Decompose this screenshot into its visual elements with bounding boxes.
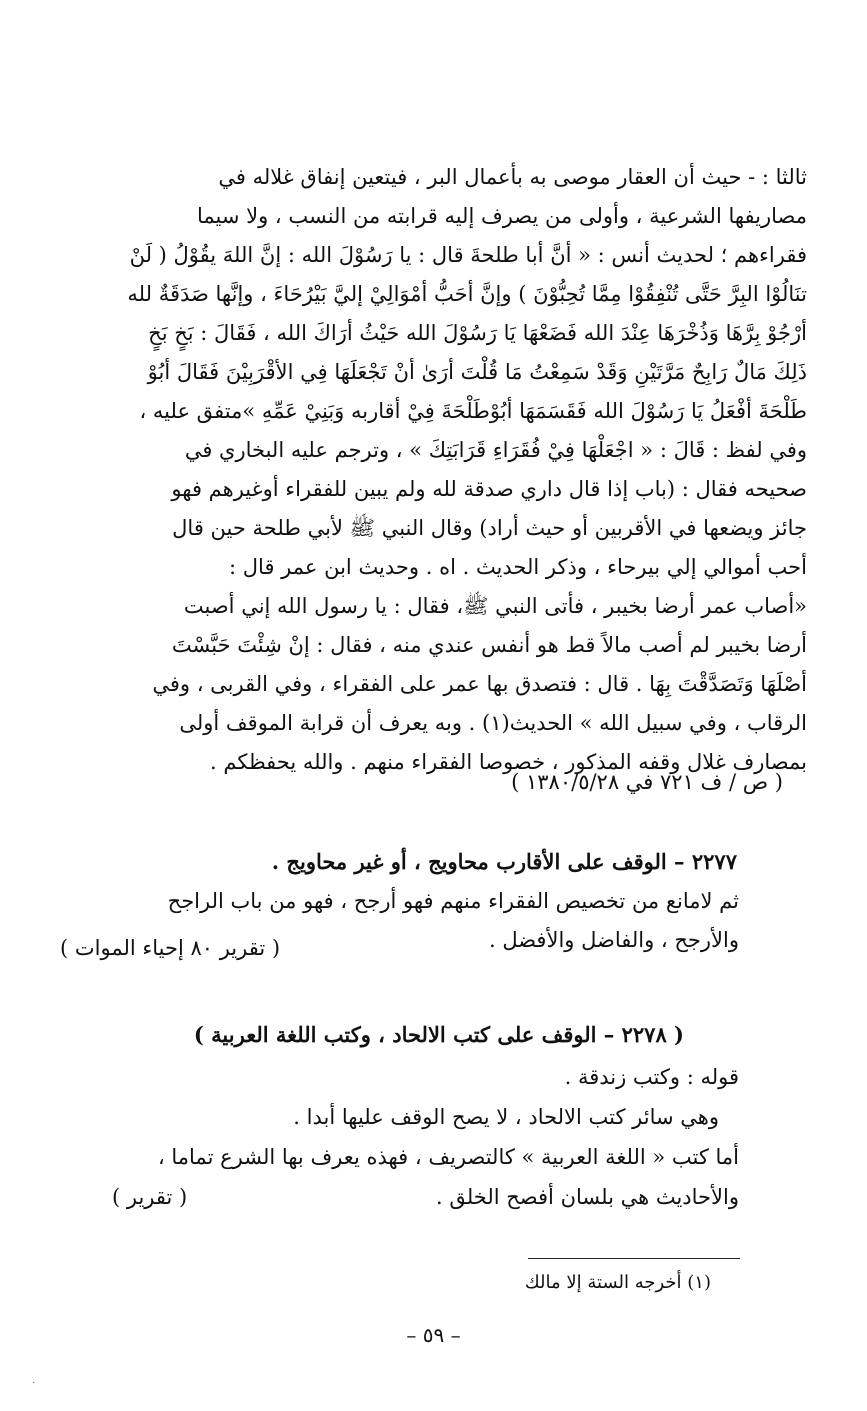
scan-speck: · [32, 1378, 36, 1389]
body-line: بمصارف غلال وقفه المذكور ، خصوصا الفقراء منهم . والله يحفظكم . [210, 750, 807, 774]
section-heading-2278: ( ٢٢٧٨ – الوقف على كتب الالحاد ، وكتب اللغة العربية ) [193, 1022, 684, 1047]
section-body-2278 [60, 1057, 739, 1217]
body-line: أصْلَهَا وَتَصَدَّقْتَ بِهَا . قال : فتصدق بها عمر على الفقراء ، وفي القربى ، وفي [152, 672, 807, 696]
body-line: ذَلِكَ مَالٌ رَابِحٌ مَرَّتَيْنِ وَقَدْ سَمِعْتُ مَا قُلْتَ أرَىٰ أنْ تَجْعَلَهَا فِي الأقْرَبِيْنَ فَقَالَ أبُوْ [147, 360, 807, 384]
section-line-with-ref [60, 1177, 739, 1217]
body-line: صحيحه فقال : (باب إذا قال داري صدقة لله ولم يبين للفقراء أوغيرهم فهو [171, 477, 807, 501]
body-line: جائز ويضعها في الأقربين أو حيث أراد) وقال النبي ﷺ لأبي طلحة حين قال [172, 516, 807, 540]
footnote: (١) أخرجه الستة إلا مالك [524, 1272, 711, 1293]
section-reference: ( تقرير ٨٠ إحياء الموات ) [60, 936, 281, 960]
main-body [60, 158, 807, 782]
section-line: وهي سائر كتب الالحاد ، لا يصح الوقف عليها أبدا . [293, 1105, 719, 1129]
section-line-with-ref [60, 921, 739, 968]
body-line: وفي لفظ : قَالَ : « اجْعَلْهَا فِيْ فُقَرَاءِ قَرَابَتِكَ » ، وترجم عليه البخاري في [184, 438, 807, 462]
section-line: ثم لامانع من تخصيص الفقراء منهم فهو أرجح ، فهو من باب الراجح [167, 889, 739, 913]
body-line: أرضا بخيبر لم أصب مالاً قط هو أنفس عندي منه ، فقال : إنْ شِئْتَ حَبَّسْتَ [171, 633, 807, 657]
section-line: قوله : وكتب زندقة . [564, 1065, 739, 1089]
footnote-divider [528, 1258, 740, 1259]
section-line: أما كتب « اللغة العربية » كالتصريف ، فهذه يعرف بها الشرع تماما ، [157, 1145, 739, 1169]
body-line: طَلْحَةَ أفْعَلُ يَا رَسُوْلَ الله فَقَسَمَهَا أبُوْطَلْحَةَ فِيْ أقاربه وَبَنِيْ عَمِّهِ »متفق عليه ، [139, 399, 807, 423]
body-line: مصاريفها الشرعية ، وأولى من يصرف إليه قرابته من النسب ، ولا سيما [196, 204, 807, 228]
section-reference: ( تقرير ) [112, 1185, 188, 1209]
source-reference: ( ص / ف ٧٢١ في ١٣٨٠/٥/٢٨ ) [511, 770, 783, 794]
page-number: – ٥٩ – [406, 1323, 461, 1347]
section-heading-2277: ٢٢٧٧ – الوقف على الأقارب محاويج ، أو غير محاويج . [271, 849, 737, 874]
body-line: فقراءهم ؛ لحديث أنس : « أنَّ أبا طلحةَ قال : يا رَسُوْلَ الله : إنَّ اللهَ يقُوْلُ ( لَنْ [129, 243, 807, 267]
body-line: «أصاب عمر أرضا بخيبر ، فأتى النبي ﷺ، فقال : يا رسول الله إني أصبت [183, 594, 807, 618]
body-line: أرْجُوْ بِرَّهَا وَذُخْرَهَا عِنْدَ الله فَضَعْهَا يَا رَسُوْلَ الله حَيْثُ أرَاكَ الله ، فَقَالَ : بَخٍ بَخٍ [148, 321, 807, 345]
section-line: والأحاديث هي بلسان أفصح الخلق . [435, 1185, 739, 1209]
body-line: الرقاب ، وفي سبيل الله » الحديث(١) . وبه يعرف أن قرابة الموقف أولى [179, 711, 807, 735]
section-body-2277 [60, 882, 739, 968]
body-line: أحب أموالي إلي بيرحاء ، وذكر الحديث . اه . وحديث ابن عمر قال : [229, 555, 807, 579]
body-line: تنَالُوْا البِرَّ حَتَّى تُنْفِقُوْا مِمَّا تُحِبُّوْنَ ) وإنَّ أحَبُّ أمْوَالِيْ إليَّ بَيْرُحَاءَ ، وإنَّها صَدَقَةٌ لله [127, 282, 807, 306]
body-line: ثالثا : - حيث أن العقار موصى به بأعمال البر ، فيتعين إنفاق غلاله في [218, 165, 807, 189]
section-line: والأرجح ، والفاضل والأفضل . [488, 928, 739, 952]
